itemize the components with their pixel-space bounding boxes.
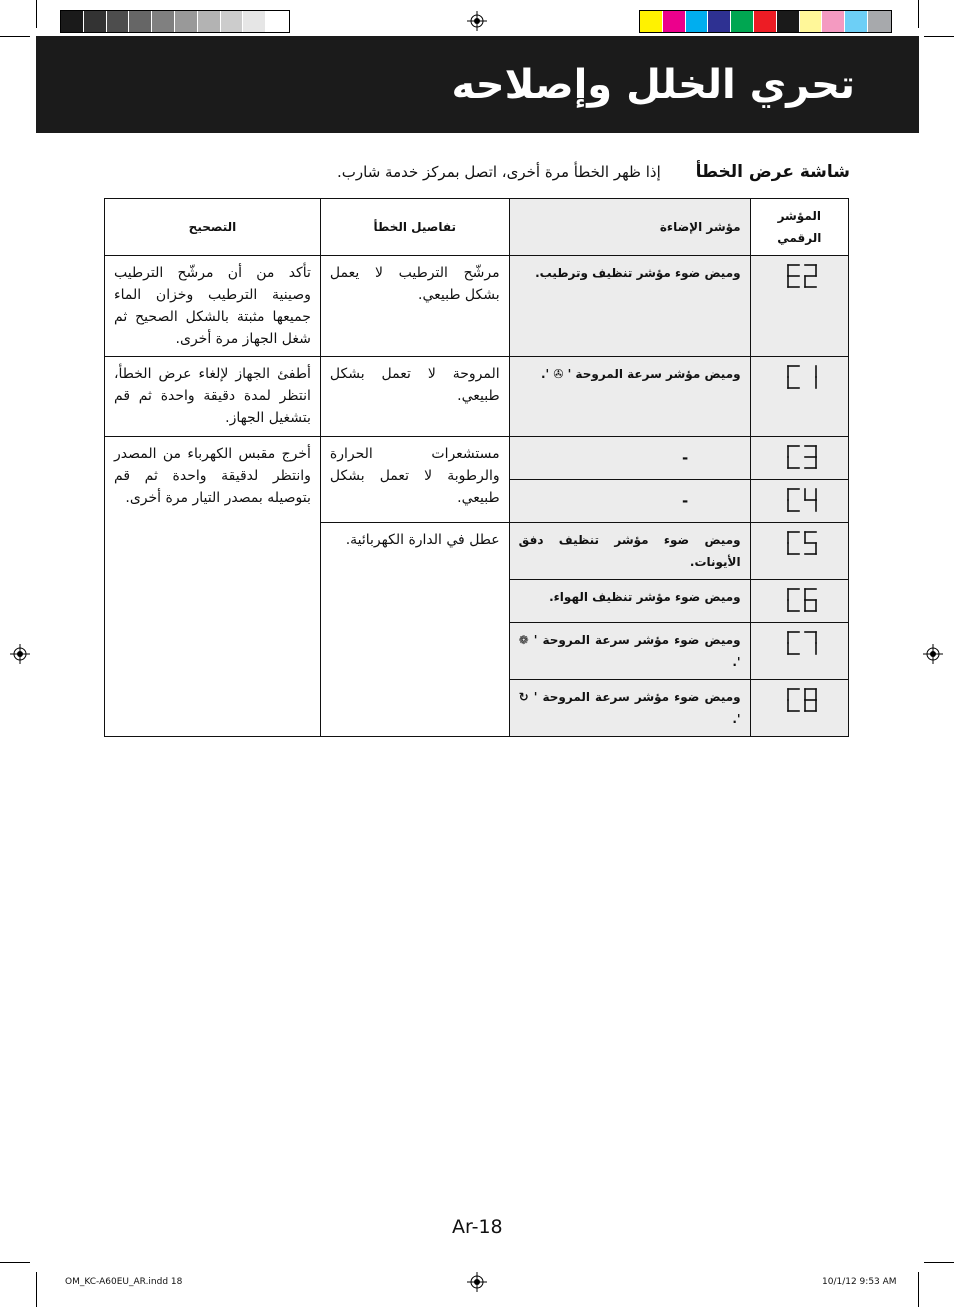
code-cell <box>750 523 848 580</box>
page-number: Ar-18 <box>452 1216 503 1238</box>
color-swatch <box>198 11 221 32</box>
lamp-cell: وميض ضوء مؤشر تنظيف وترطيب. <box>509 256 750 357</box>
color-swatch <box>800 11 823 32</box>
code-cell <box>750 480 848 523</box>
lamp-cell: - <box>509 480 750 523</box>
color-swatch <box>84 11 107 32</box>
registration-mark-icon <box>467 1272 487 1292</box>
process-color-bar <box>639 10 892 33</box>
code-cell <box>750 437 848 480</box>
fix-cell: أخرج مقبس الكهرباء من المصدر وانتظر لدقيقة واحدة ثم قم بتوصيله بمصدر التيار مرة أخرى. <box>105 437 321 737</box>
color-swatch <box>845 11 868 32</box>
code-cell <box>750 256 848 357</box>
intro-line <box>337 162 850 182</box>
lamp-cell: - <box>509 437 750 480</box>
crop-mark <box>918 0 919 28</box>
color-swatch <box>243 11 266 32</box>
footer-file: OM_KC-A60EU_AR.indd 18 <box>65 1277 183 1287</box>
grayscale-color-bar <box>60 10 290 33</box>
footer-stamp: 10/1/12 9:53 AM <box>822 1277 897 1287</box>
crop-mark <box>924 36 954 37</box>
error-table <box>104 198 849 737</box>
section-heading: شاشة عرض الخطأ <box>695 162 850 182</box>
section-banner <box>36 36 919 133</box>
cause-cell: مرشّح الترطيب لا يعمل بشكل طبيعي. <box>320 256 509 357</box>
color-swatch <box>175 11 198 32</box>
color-swatch <box>822 11 845 32</box>
crop-mark <box>924 1262 954 1263</box>
cause-cell: المروحة لا تعمل بشكل طبيعي. <box>320 357 509 437</box>
header-lamp: مؤشر الإضاءة <box>509 199 750 256</box>
header-code: المؤشر الرقمي <box>750 199 848 256</box>
color-swatch <box>266 11 289 32</box>
digital-display <box>784 631 818 657</box>
digital-display <box>784 264 818 290</box>
color-swatch <box>663 11 686 32</box>
table-row <box>105 256 849 357</box>
digital-display <box>784 488 818 514</box>
digital-display <box>784 588 818 614</box>
lamp-cell: وميض ضوء مؤشر سرعة المروحة ' ↻ '. <box>509 680 750 737</box>
color-swatch <box>129 11 152 32</box>
color-swatch <box>640 11 663 32</box>
registration-mark-icon <box>467 11 487 31</box>
table-header-row <box>105 199 849 256</box>
code-cell <box>750 680 848 737</box>
lamp-cell: وميض ضوء مؤشر تنظيف دفق الأيونات. <box>509 523 750 580</box>
color-swatch <box>777 11 800 32</box>
lamp-cell: وميض ضوء مؤشر سرعة المروحة ' ❁ '. <box>509 623 750 680</box>
lamp-cell: وميض ضوء مؤشر تنظيف الهواء. <box>509 580 750 623</box>
color-swatch <box>708 11 731 32</box>
crop-mark <box>0 1262 30 1263</box>
digital-display <box>784 445 818 471</box>
table-row <box>105 357 849 437</box>
crop-mark <box>0 36 30 37</box>
color-swatch <box>61 11 84 32</box>
crop-mark <box>918 1272 919 1307</box>
cause-cell: عطل في الدارة الكهربائية. <box>320 523 509 737</box>
table-row <box>105 437 849 480</box>
fix-cell: أطفئ الجهاز لإلغاء عرض الخطأ، انتظر لمدة دقيقة واحدة ثم قم بتشغيل الجهاز. <box>105 357 321 437</box>
intro-text: إذا ظهر الخطأ مرة أخرى، اتصل بمركز خدمة شارب. <box>336 163 661 181</box>
color-swatch <box>152 11 175 32</box>
color-swatch <box>868 11 891 32</box>
digital-display <box>784 688 818 714</box>
color-swatch <box>754 11 777 32</box>
fix-cell: تأكد من أن مرشّح الترطيب وصينية الترطيب وخزان الماء جميعها مثبتة بالشكل الصحيح ثم شغل الجهاز مرة أخرى. <box>105 256 321 357</box>
lamp-cell: وميض مؤشر سرعة المروحة ' ✇ '. <box>509 357 750 437</box>
header-fix: التصحيح <box>105 199 321 256</box>
color-swatch <box>221 11 244 32</box>
crop-mark <box>36 0 37 28</box>
digital-display <box>784 365 818 391</box>
digital-display <box>784 531 818 557</box>
code-cell <box>750 357 848 437</box>
cause-cell: مستشعرات الحرارة والرطوبة لا تعمل بشكل طبيعي. <box>320 437 509 523</box>
crop-mark <box>36 1272 37 1307</box>
registration-mark-icon <box>923 644 943 664</box>
code-cell <box>750 580 848 623</box>
registration-mark-icon <box>10 644 30 664</box>
color-swatch <box>686 11 709 32</box>
header-cause: تفاصيل الخطأ <box>320 199 509 256</box>
color-swatch <box>731 11 754 32</box>
color-swatch <box>107 11 130 32</box>
code-cell <box>750 623 848 680</box>
page-title: تحري الخلل وإصلاحه <box>451 62 855 108</box>
